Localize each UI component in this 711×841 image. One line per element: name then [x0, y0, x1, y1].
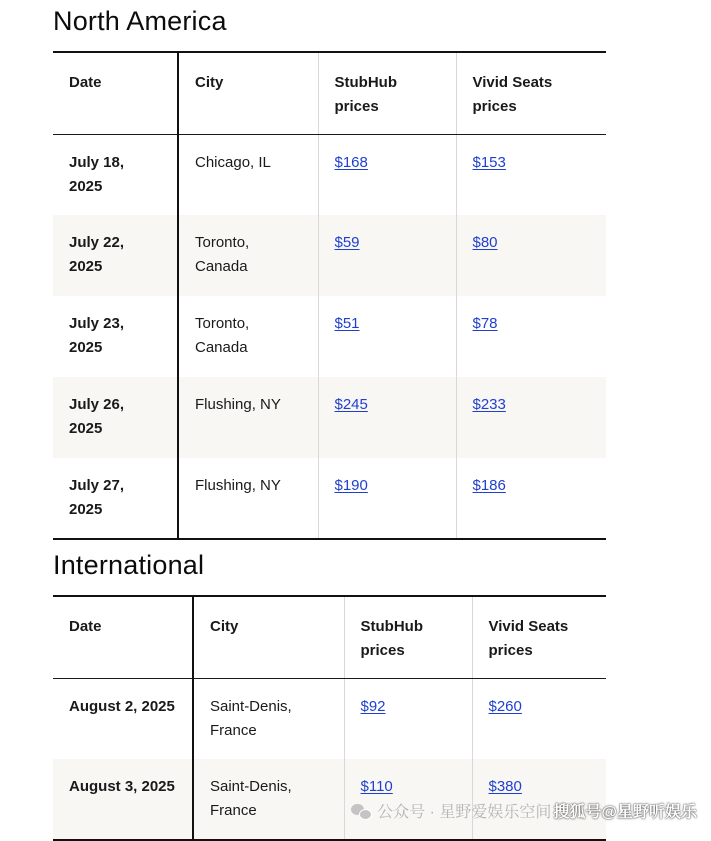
- watermark-handle: 搜狐号@星野听娱乐: [553, 804, 697, 821]
- header-city: City: [178, 52, 318, 134]
- header-vivid-seats: Vivid Seats prices: [456, 52, 606, 134]
- international-section: [53, 552, 606, 841]
- table-row: [53, 678, 606, 759]
- north-america-section: [53, 8, 606, 540]
- stubhub-price-link[interactable]: $110: [360, 778, 393, 795]
- date-cell: July 27, 2025: [69, 477, 125, 518]
- table-row: [53, 377, 606, 458]
- city-cell: Saint-Denis, France: [193, 678, 344, 759]
- vivid-seats-price-link[interactable]: $78: [472, 315, 498, 332]
- date-cell: August 2, 2025: [69, 697, 175, 715]
- city-cell: Chicago, IL: [178, 134, 318, 215]
- header-city: City: [193, 596, 344, 678]
- north-america-table: [53, 51, 606, 540]
- table-row: [53, 134, 606, 215]
- stubhub-price-link[interactable]: $168: [334, 153, 368, 171]
- vivid-seats-price-link[interactable]: $233: [472, 396, 506, 413]
- section-title-international: International: [53, 550, 205, 580]
- stubhub-price-link[interactable]: $59: [334, 234, 360, 251]
- table-row: [53, 215, 606, 296]
- header-stubhub: StubHub prices: [318, 52, 456, 134]
- table-header-row: [53, 596, 606, 678]
- city-cell: Saint-Denis, France: [193, 759, 344, 840]
- wechat-icon: [351, 803, 371, 819]
- header-vivid-seats: Vivid Seats prices: [472, 596, 606, 678]
- vivid-seats-price-link[interactable]: $186: [472, 477, 506, 494]
- date-cell: July 18, 2025: [69, 153, 125, 195]
- vivid-seats-price-link[interactable]: $80: [472, 234, 498, 251]
- city-cell: Flushing, NY: [178, 377, 318, 458]
- stubhub-price-link[interactable]: $190: [334, 477, 368, 494]
- city-cell: Toronto, Canada: [178, 215, 318, 296]
- watermark-channel: 公众号 · 星野爱娱乐空间: [377, 804, 552, 821]
- watermark: [351, 799, 697, 822]
- table-row: [53, 296, 606, 377]
- date-cell: July 22, 2025: [53, 215, 178, 296]
- vivid-seats-price-link[interactable]: $380: [488, 778, 522, 795]
- city-cell: Flushing, NY: [178, 458, 318, 539]
- stubhub-price-link[interactable]: $245: [334, 396, 368, 413]
- header-stubhub: StubHub prices: [344, 596, 472, 678]
- section-title-north-america: North America: [53, 6, 227, 36]
- date-cell: July 23, 2025: [69, 315, 125, 356]
- stubhub-price-link[interactable]: $92: [360, 697, 386, 715]
- date-cell: July 26, 2025: [53, 377, 178, 458]
- table-row: [53, 458, 606, 539]
- city-cell: Toronto, Canada: [178, 296, 318, 377]
- header-date: Date: [53, 596, 193, 678]
- vivid-seats-price-link[interactable]: $153: [472, 153, 506, 171]
- table-header-row: [53, 52, 606, 134]
- header-date: Date: [53, 52, 178, 134]
- date-cell: August 3, 2025: [53, 759, 193, 840]
- stubhub-price-link[interactable]: $51: [334, 315, 360, 332]
- vivid-seats-price-link[interactable]: $260: [488, 697, 522, 715]
